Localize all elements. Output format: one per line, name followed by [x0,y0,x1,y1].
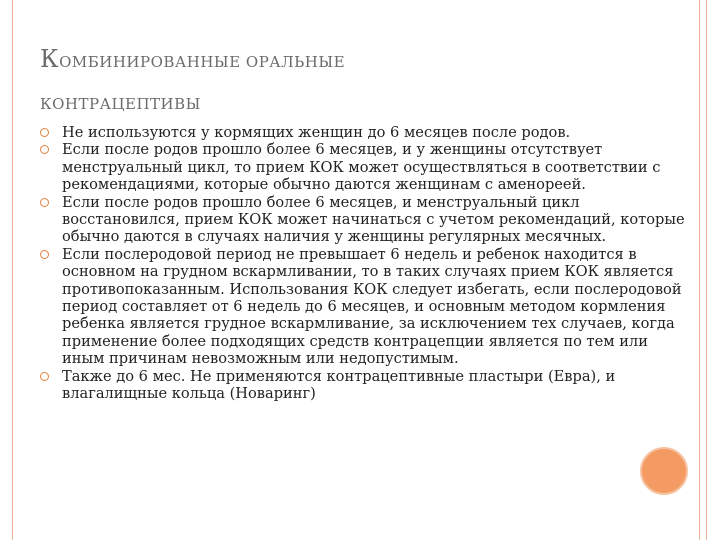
bullet-text: Если после родов прошло более 6 месяцев, и менструальный цикл восстановился, прием КОК может начинаться с учетом рекомендаций, которые обычно даются в случаях наличия у женщины регулярных месячных. [62,193,685,246]
bullet-list [40,124,690,403]
bullet-item [40,246,690,368]
slide-title [40,38,600,125]
frame-line-right-inner [699,0,700,540]
bullet-circle-icon [40,250,49,259]
bullet-text: Не используются у кормящих женщин до 6 месяцев после родов. [62,124,571,141]
bullet-circle-icon [40,145,49,154]
bullet-item [40,124,690,141]
bullet-circle-icon [40,372,49,381]
bullet-text: Также до 6 мес. Не применяются контрацептивные пластыри (Евра), и влагалищные кольца (Новаринг) [62,367,616,403]
title-line2: КОНТРАЦЕПТИВЫ [40,95,201,113]
bullet-item [40,368,690,403]
bullet-circle-icon [40,198,49,207]
frame-line-right-outer [706,0,707,540]
bullet-circle-icon [40,128,49,137]
title-line1-rest: ОМБИНИРОВАННЫЕ ОРАЛЬНЫЕ [59,53,346,71]
bullet-item [40,194,690,246]
bullet-text: Если послеродовой период не превышает 6 недель и ребенок находится в основном на грудном вскармливании, то в таких случаях прием КОК является противопоказанным. Использования КОК следует избегать, если послеродовой период составляет от 6 недель до 6 месяцев, и основным методом кормления ребенка является грудное вскармливание, за исключением тех случаев, когда применение более подходящих средств контрацепции является по тем или иным причинам невозможным или недопустимым. [62,245,682,368]
bullet-item [40,141,690,193]
decorative-circle [640,447,688,495]
bullet-text: Если после родов прошло более 6 месяцев, и у женщины отсутствует менструальный цикл, то прием КОК может осуществляться в соответствии с рекомендациями, которые обычно даются женщинам с аменореей. [62,141,661,194]
frame-line-left [12,0,13,540]
title-first-letter: К [40,45,60,73]
